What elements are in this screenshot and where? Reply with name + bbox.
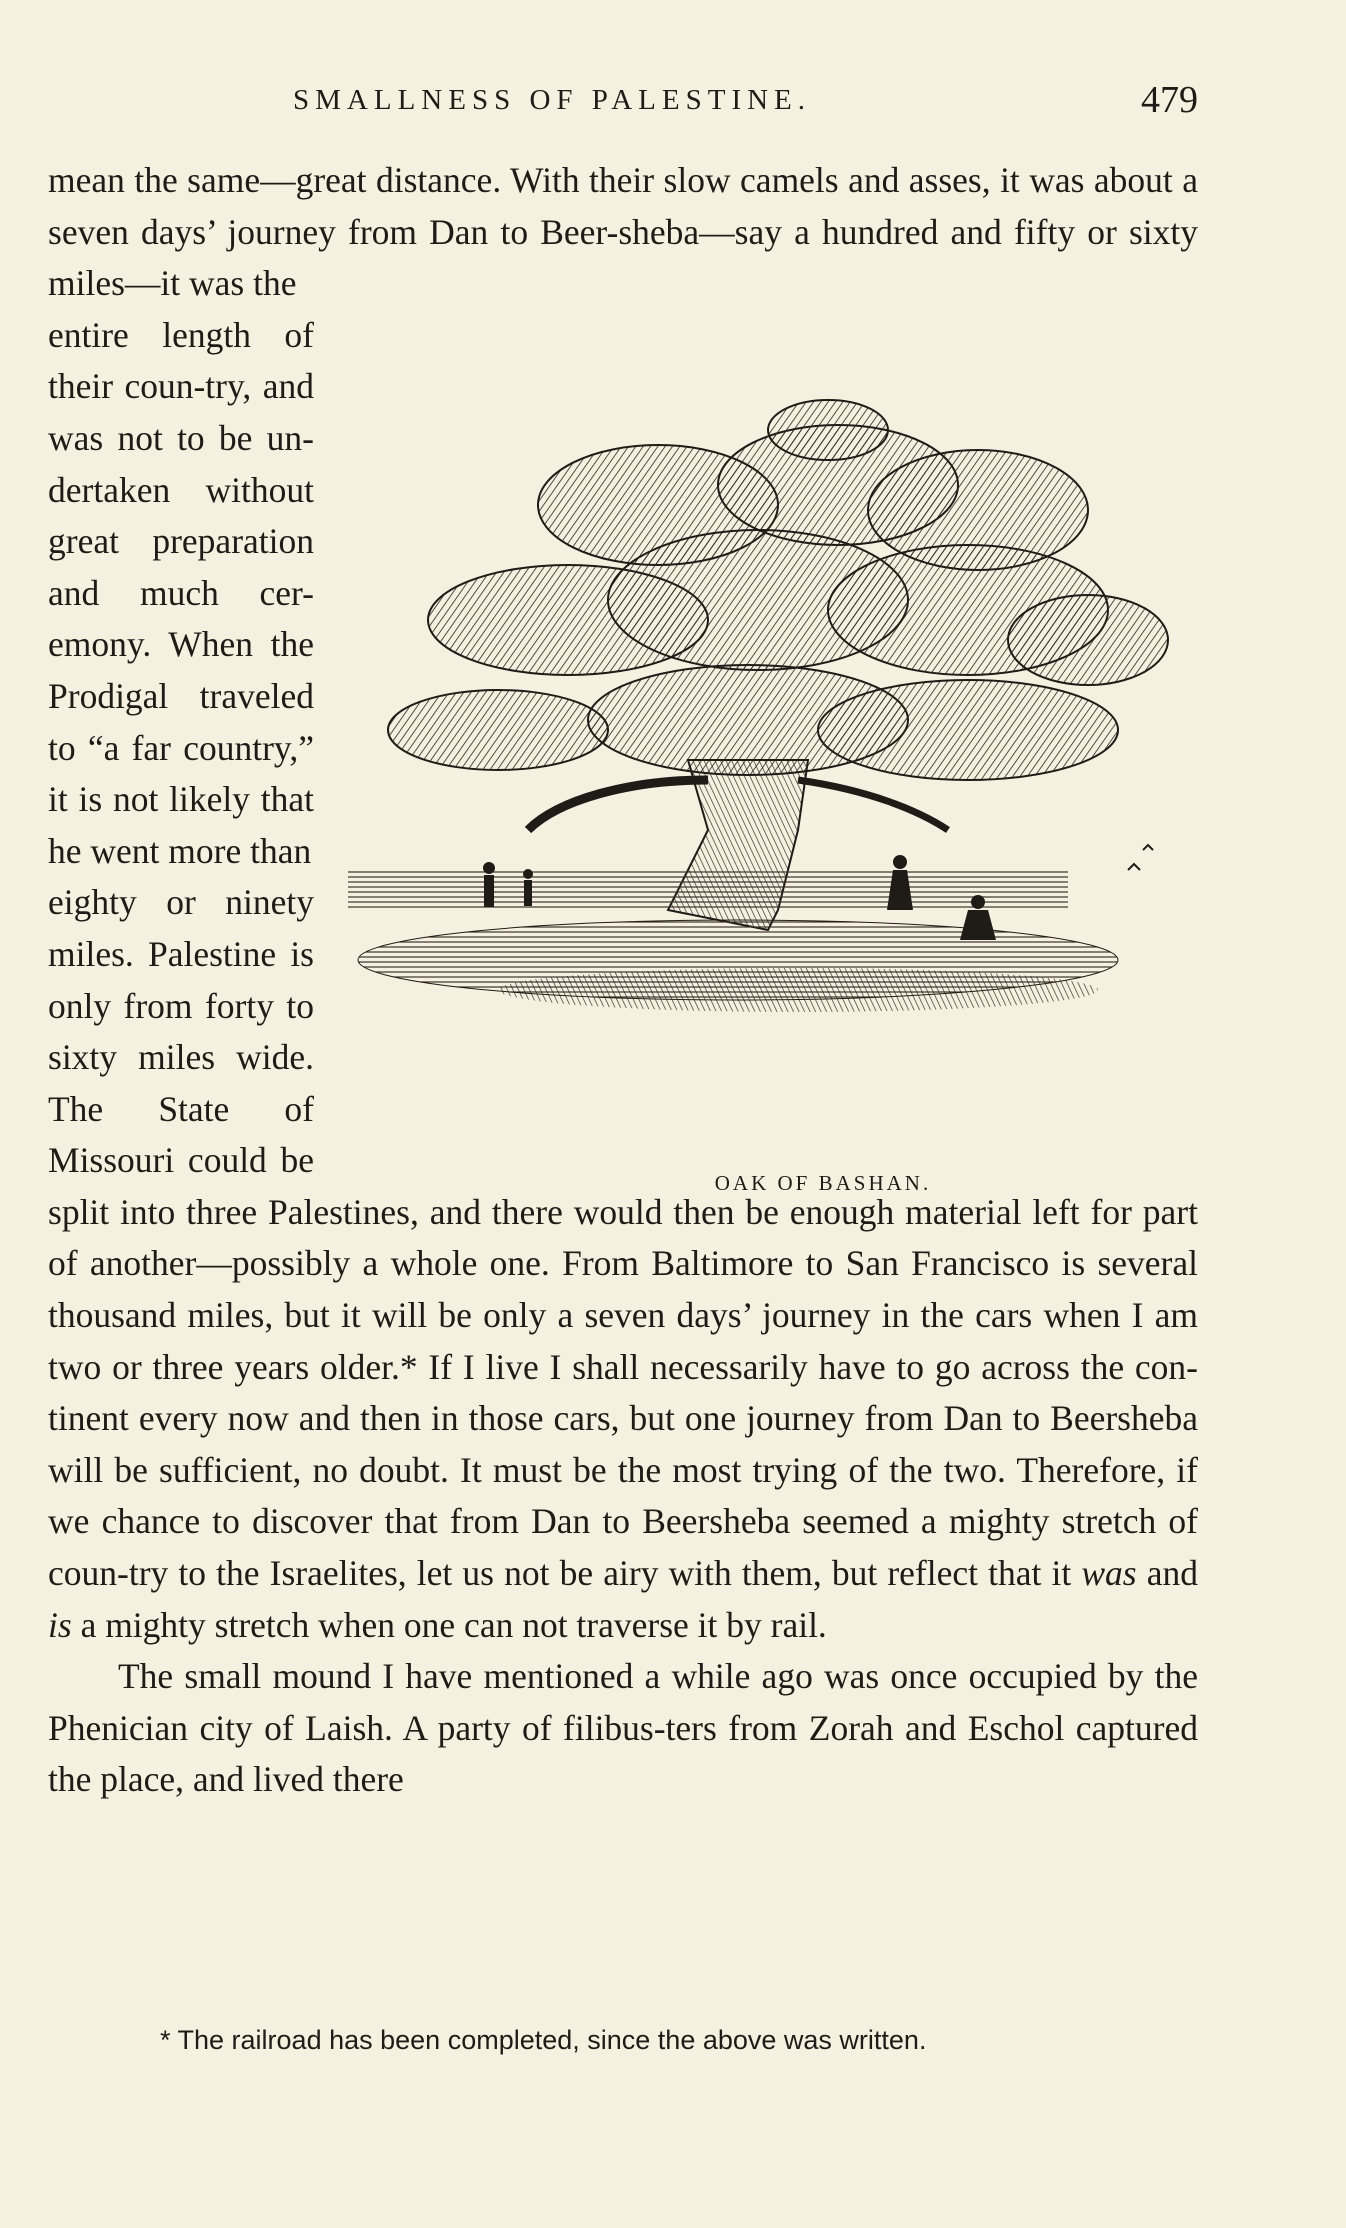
oak-of-bashan-figure <box>328 310 1208 1195</box>
running-head: SMALLNESS OF PALESTINE. <box>293 84 812 116</box>
emphasis-is: is <box>48 1604 72 1645</box>
page-header <box>48 74 1198 126</box>
narrow-column-text: entire length of their coun-try, and was not to be un-dertaken without great preparation and much cer-emony. When the Prodigal traveled to “a far country,” it is not likely that he went more than <box>48 314 314 871</box>
footnote: * The railroad has been completed, since the above was written. <box>160 2025 927 2055</box>
paragraph-text-a: eighty or ninety miles. Palestine is only from forty to sixty miles wide. The State of Missouri could be split into three Palestines, and there would then be enough material left for part of another—possibly a whole one. From Baltimore to San Francisco is several thousand miles, but it will be only a seven days’ journey in the cars when I am two or three years older.* If I live I shall necessarily have to go across the con-tinent every now and then in those cars, but one journey from Dan to Beersheba will be sufficient, no doubt. It must be the most trying of the two. Therefore, if we chance to discover that from Dan to Beersheba seemed a mighty stretch of coun-try to the Israelites, let us not be airy with them, but reflect that it <box>48 882 1198 1594</box>
emphasis-was: was <box>1081 1553 1137 1594</box>
figure-caption: OAK OF BASHAN. <box>714 1170 932 1195</box>
oak-tree-engraving <box>328 310 1208 1160</box>
and-word: and <box>1136 1553 1199 1594</box>
body-text <box>48 155 1198 1806</box>
page-number: 479 <box>1141 79 1198 121</box>
paragraph-2: The small mound I have mentioned a while ago was once occupied by the Phenician city of Laish. A party of filibus-ters from Zorah and Eschol captured the place, and lived there <box>48 1656 1198 1800</box>
paragraph-text-b: a mighty stretch when one can not traverse it by rail. <box>71 1604 827 1645</box>
opening-lines: mean the same—great distance. With their slow camels and asses, it was about a seven days’ journey from Dan to Beer-sheba—say a hundred and fifty or sixty miles—it was the <box>48 160 1198 304</box>
